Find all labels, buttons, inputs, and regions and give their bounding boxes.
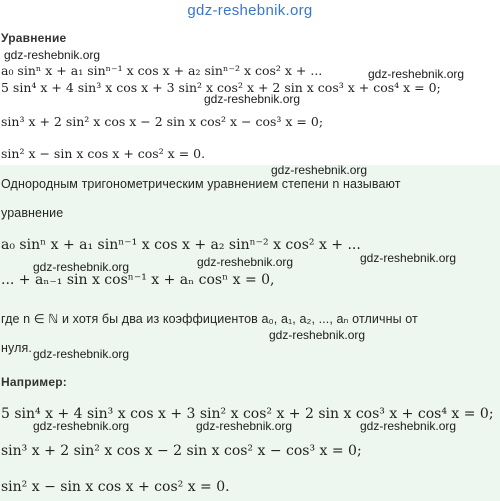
definition-line-1: Однородным тригонометрическим уравнением степени n называют <box>1 177 401 191</box>
watermark: gdz-reshebnik.org <box>33 419 130 433</box>
equation-label: Уравнение <box>1 31 67 45</box>
general-equation: a₀ sinⁿ x + a₁ sinⁿ⁻¹ x cos x + a₂ sinⁿ⁻² x cos² x + ... <box>1 63 323 78</box>
watermark: gdz-reshebnik.org <box>196 419 293 433</box>
site-title[interactable]: gdz-reshebnik.org <box>187 2 313 19</box>
example-equation-2: sin³ x + 2 sin² x cos x − 2 sin x cos² x − cos³ x = 0; <box>1 114 324 129</box>
watermark: gdz-reshebnik.org <box>360 251 457 265</box>
example-equation-3: sin² x − sin x cos x + cos² x = 0. <box>1 146 206 161</box>
watermark: gdz-reshebnik.org <box>269 328 366 342</box>
examples-equation-1: 5 sin⁴ x + 4 sin³ x cos x + 3 sin² x cos² x + 2 sin x cos³ x + cos⁴ x = 0; <box>1 406 494 422</box>
condition-line-1: где n ∈ ℕ и хотя бы два из коэффициентов a₀, a₁, a₂, ..., aₙ отличны от <box>1 312 418 326</box>
example-equation-1: 5 sin⁴ x + 4 sin³ x cos x + 3 sin² x cos² x + 2 sin x cos³ x + cos⁴ x = 0; <box>1 80 441 95</box>
definition-equation-b: ... + aₙ₋₁ sin x cosⁿ⁻¹ x + aₙ cosⁿ x = 0, <box>1 272 275 288</box>
condition-line-2: нуля. <box>1 341 32 355</box>
watermark: gdz-reshebnik.org <box>4 48 101 62</box>
watermark: gdz-reshebnik.org <box>204 92 301 106</box>
watermark: gdz-reshebnik.org <box>33 260 130 274</box>
definition-equation-a: a₀ sinⁿ x + a₁ sinⁿ⁻¹ x cos x + a₂ sinⁿ⁻² x cos² x + ... <box>1 237 361 253</box>
watermark: gdz-reshebnik.org <box>271 163 368 177</box>
examples-equation-2: sin³ x + 2 sin² x cos x − 2 sin x cos² x − cos³ x = 0; <box>1 443 362 459</box>
watermark: gdz-reshebnik.org <box>33 347 130 361</box>
examples-equation-3: sin² x − sin x cos x + cos² x = 0. <box>1 479 230 495</box>
watermark: gdz-reshebnik.org <box>368 67 465 81</box>
definition-line-2: уравнение <box>1 206 64 220</box>
examples-label: Например: <box>1 375 67 389</box>
watermark: gdz-reshebnik.org <box>197 255 294 269</box>
watermark: gdz-reshebnik.org <box>360 419 457 433</box>
